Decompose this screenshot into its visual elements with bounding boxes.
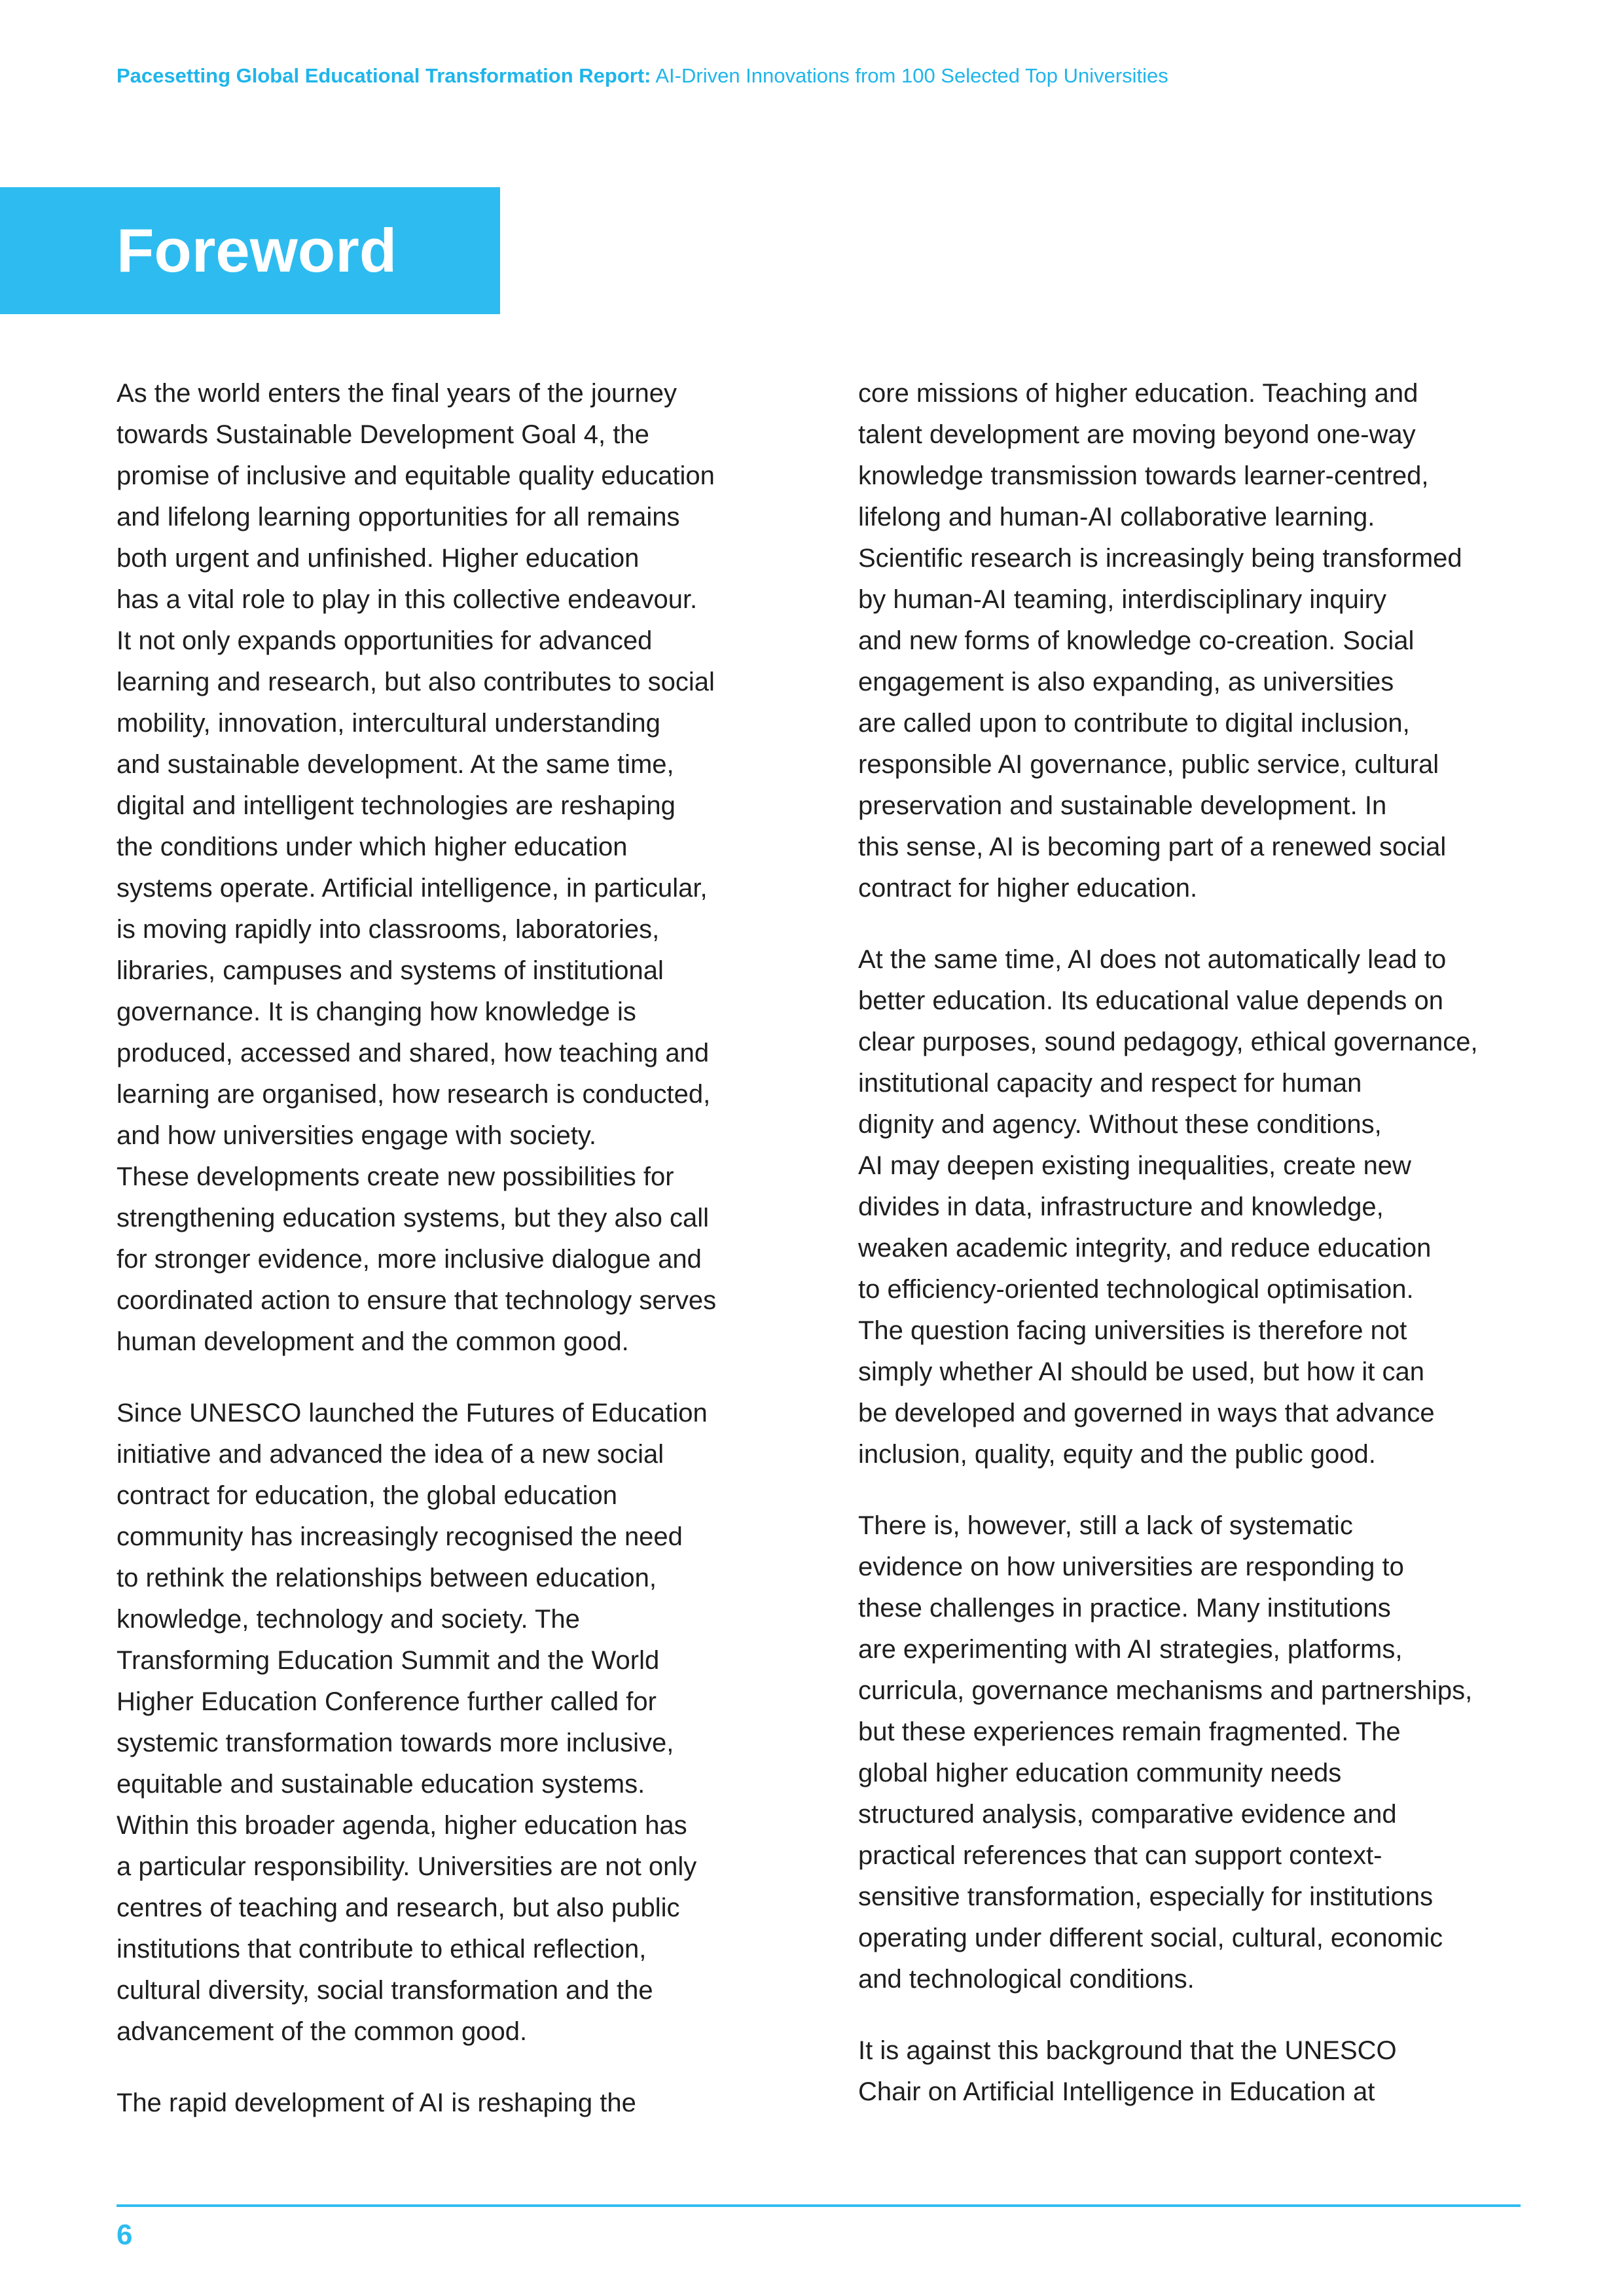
report-title-bold: Pacesetting Global Educational Transformation Report: xyxy=(117,64,651,87)
paragraph: As the world enters the final years of the journey towards Sustainable Development Goal 4, the promise of inclusive and equitable quality education and lifelong learning opportunities for all remains both urgent and unfinished. Higher education has a vital role to play in this collective endeavour. It not only expands opportunities for advanced learning and research, but also contributes to social mobility, innovation, intercultural understanding and sustainable development. At the same time, digital and intelligent technologies are reshaping the conditions under which higher education systems operate. Artificial intelligence, in particular, is moving rapidly into classrooms, laboratories, libraries, campuses and systems of institutional governance. It is changing how knowledge is produced, accessed and shared, how teaching and learning are organised, how research is conducted, and how universities engage with society. These developments create new possibilities for strengthening education systems, but they also call for stronger evidence, more inclusive dialogue and coordinated action to ensure that technology serves human development and the common good. xyxy=(117,379,717,1356)
section-title: Foreword xyxy=(117,216,397,285)
paragraph: There is, however, still a lack of systematic evidence on how universities are responding to these challenges in practice. Many institutions are experimenting with AI strategies, platforms, curricula, governance mechanisms and partnerships, but these experiences remain fragmented. The global higher education community needs structured analysis, comparative evidence and practical references that can support context- sensitive transformation, especially for institutions operating under different social, cultural, economic and technological conditions. xyxy=(858,1511,1473,1994)
paragraph: Since UNESCO launched the Futures of Education initiative and advanced the idea of a new social contract for education, the global education community has increasingly recognised the need to rethink the relationships between education, knowledge, technology and society. The Transforming Education Summit and the World Higher Education Conference further called for systemic transformation towards more inclusive, equitable and sustainable education systems. Within this broader agenda, higher education has a particular responsibility. Universities are not only centres of teaching and research, but also public institutions that contribute to ethical reflection, cultural diversity, social transformation and the advancement of the common good. xyxy=(117,1399,708,2046)
footer-divider xyxy=(117,2204,1521,2207)
section-title-band xyxy=(0,187,500,314)
paragraph: The rapid development of AI is reshaping the xyxy=(117,2089,636,2117)
page-number: 6 xyxy=(117,2219,133,2251)
running-header xyxy=(117,62,1168,90)
report-subtitle: AI-Driven Innovations from 100 Selected Top Universities xyxy=(651,64,1168,87)
left-column xyxy=(117,373,797,2154)
paragraph: It is against this background that the UNESCO Chair on Artificial Intelligence in Education at xyxy=(858,2036,1397,2106)
paragraph: At the same time, AI does not automatically lead to better education. Its educational value depends on clear purposes, sound pedagogy, ethical governance, institutional capacity and respect for human dignity and agency. Without these conditions, AI may deepen existing inequalities, create new divides in data, infrastructure and knowledge, weaken academic integrity, and reduce education to efficiency-oriented technological optimisation. The question facing universities is therefore not simply whether AI should be used, but how it can be developed and governed in ways that advance inclusion, quality, equity and the public good. xyxy=(858,945,1478,1469)
right-column xyxy=(858,373,1539,2143)
paragraph: core missions of higher education. Teaching and talent development are moving beyond one-way knowledge transmission towards learner-centred, lifelong and human-AI collaborative learning. Scientific research is increasingly being transformed by human-AI teaming, interdisciplinary inquiry and new forms of knowledge co-creation. Social engagement is also expanding, as universities are called upon to contribute to digital inclusion, responsible AI governance, public service, cultural preservation and sustainable development. In this sense, AI is becoming part of a renewed social contract for higher education. xyxy=(858,379,1462,903)
